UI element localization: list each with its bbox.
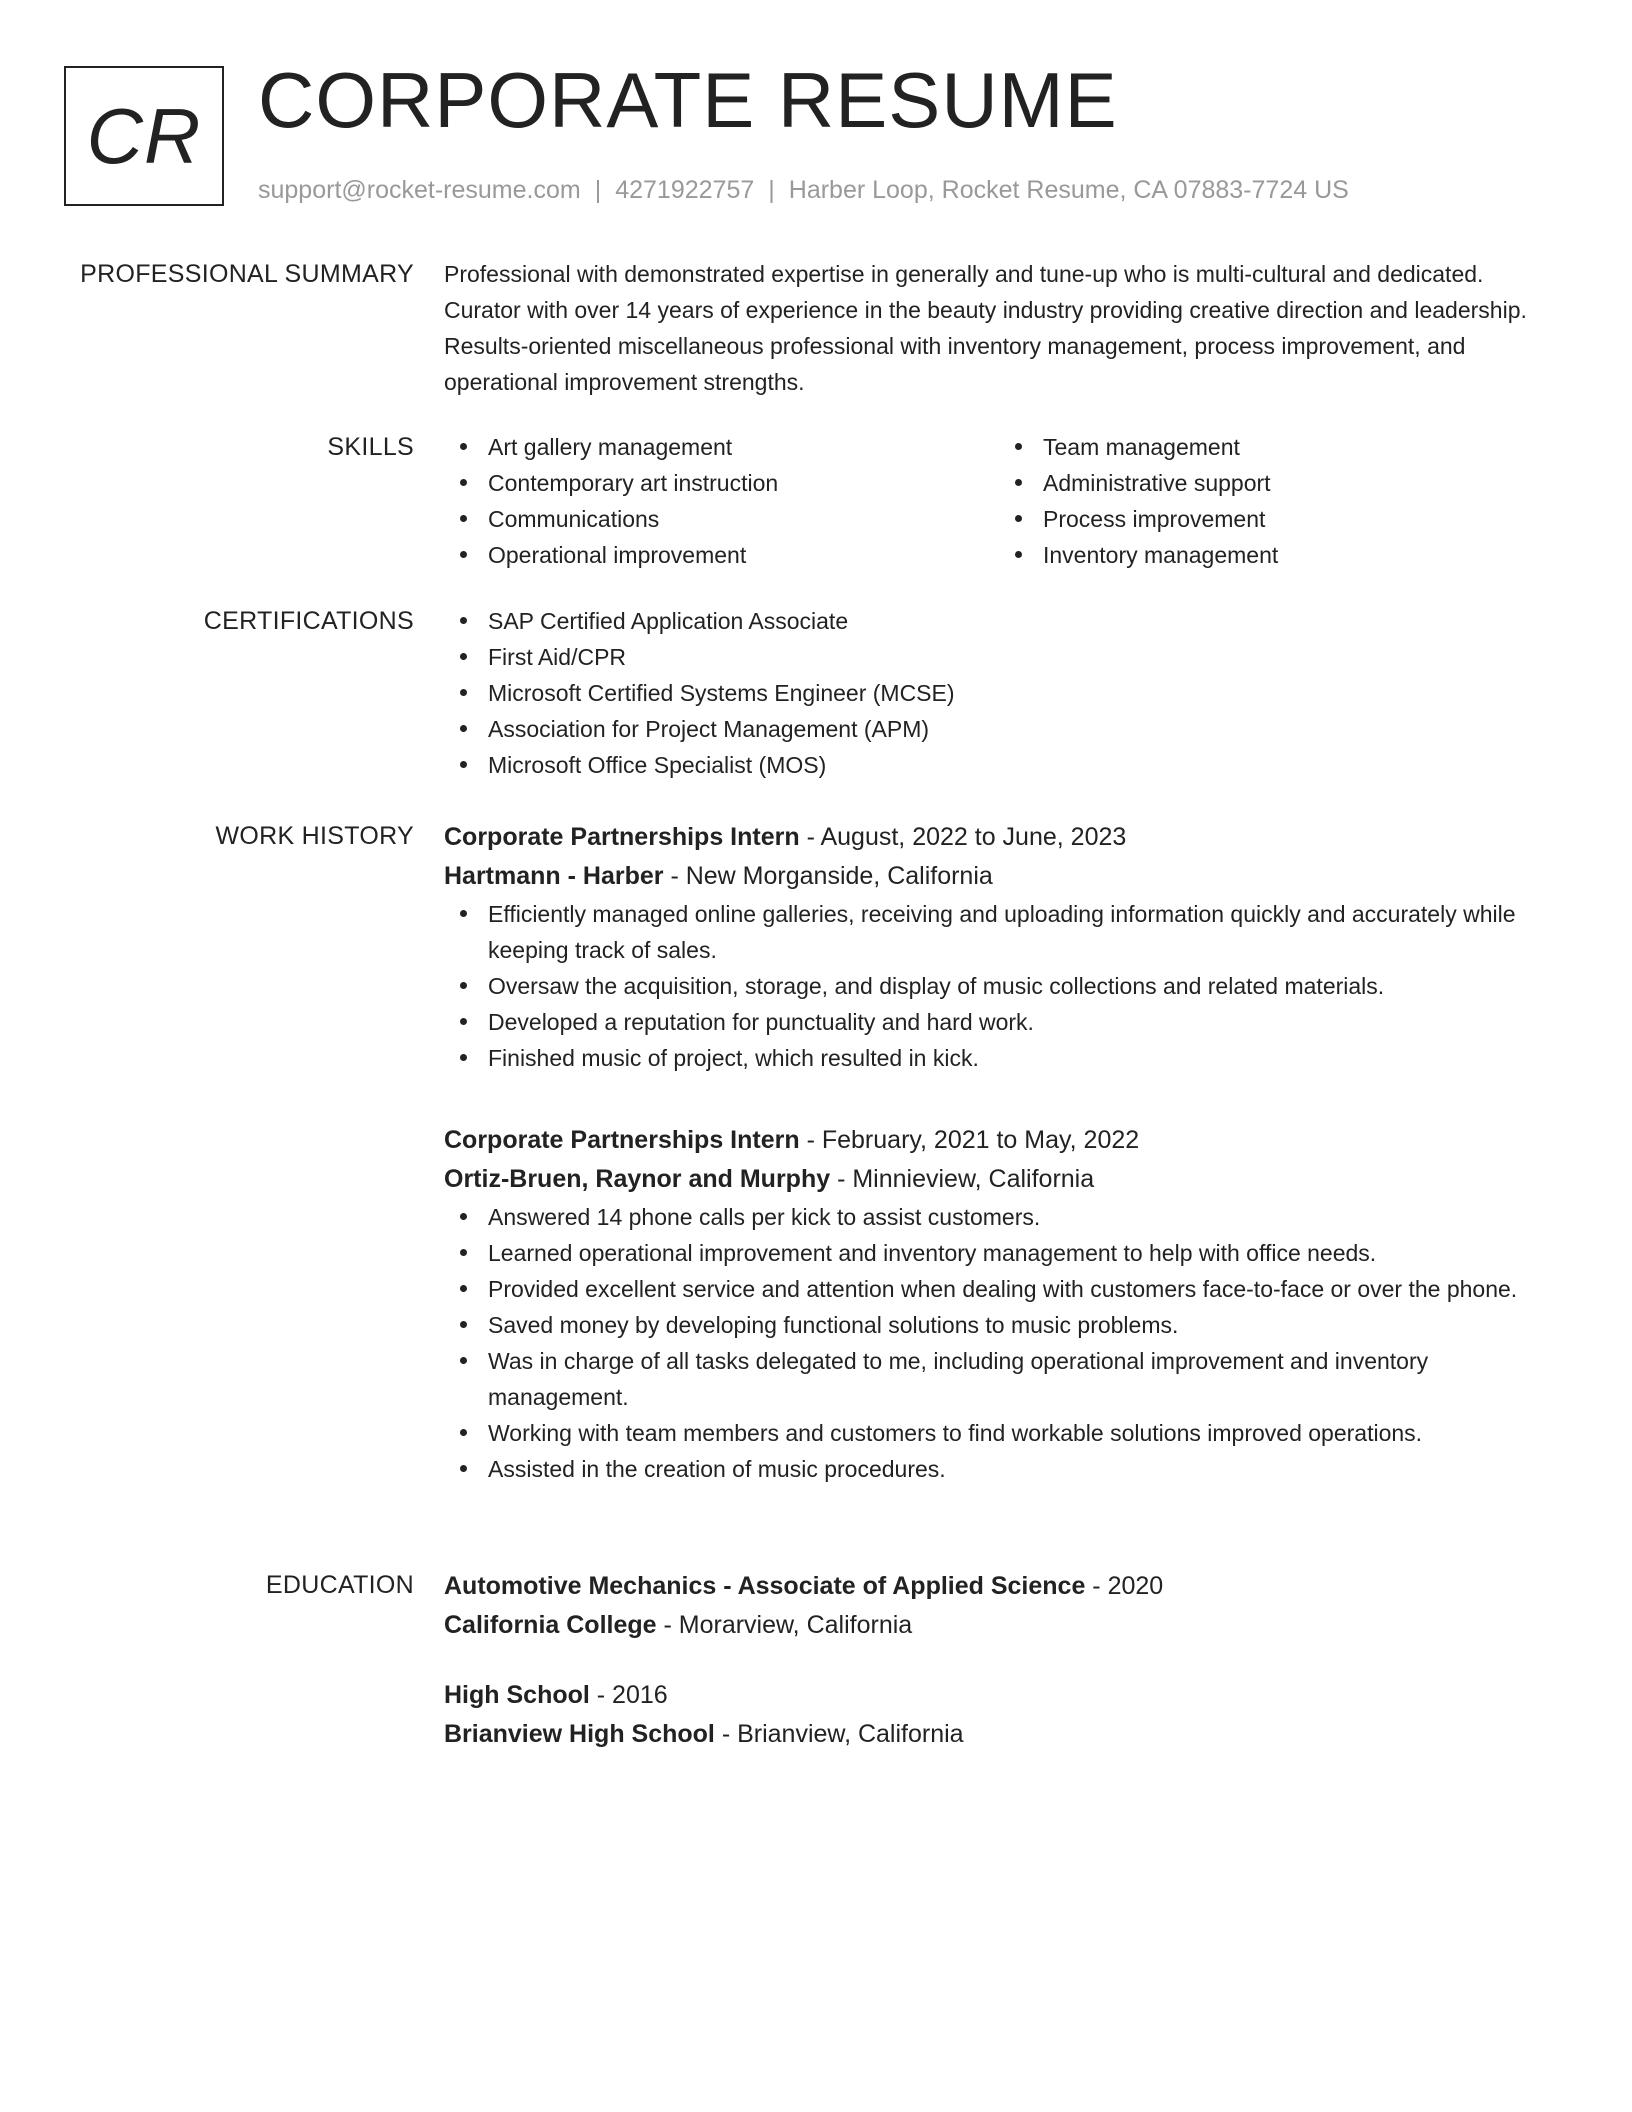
job-title-line	[444, 1121, 1554, 1159]
monogram-initials: CR	[86, 91, 202, 180]
education-degree: Automotive Mechanics - Associate of Applied Science	[444, 1572, 1086, 1600]
section-label-certifications: CERTIFICATIONS	[203, 607, 414, 635]
work-history-body	[444, 1121, 1554, 1487]
job-dates: - February, 2021 to May, 2022	[799, 1126, 1140, 1154]
job-company-line	[444, 856, 1554, 896]
certification-item: Microsoft Office Specialist (MOS)	[488, 747, 1554, 783]
contact-address: Harber Loop, Rocket Resume, CA 07883-7724 US	[788, 176, 1349, 204]
job-duty-item: Finished music of project, which resulted in kick.	[488, 1040, 1554, 1076]
education-body	[444, 1676, 1554, 1754]
job-duty-item: Learned operational improvement and inventory management to help with office needs.	[488, 1235, 1554, 1271]
certifications-body	[444, 603, 1554, 783]
skills-column-1	[444, 429, 999, 573]
job-location: - New Morganside, California	[663, 862, 993, 890]
job-company: Ortiz-Bruen, Raynor and Murphy	[444, 1165, 831, 1193]
job-entry	[444, 1121, 1554, 1487]
education-school: Brianview High School	[444, 1720, 715, 1748]
education-location: - Morarview, California	[656, 1611, 913, 1639]
section-label-work-history: WORK HISTORY	[215, 822, 414, 850]
skill-item: Art gallery management	[488, 429, 999, 465]
certifications-list	[444, 603, 1554, 783]
section-label-education: EDUCATION	[265, 1571, 414, 1599]
certification-item: Microsoft Certified Systems Engineer (MCSE)	[488, 675, 1554, 711]
certification-item: First Aid/CPR	[488, 639, 1554, 675]
job-duty-item: Saved money by developing functional solutions to music problems.	[488, 1307, 1554, 1343]
skill-item: Operational improvement	[488, 537, 999, 573]
job-title: Corporate Partnerships Intern	[444, 823, 800, 851]
job-duty-item: Efficiently managed online galleries, receiving and uploading information quickly and accurately while keeping track of sales.	[488, 896, 1554, 968]
skill-item: Team management	[1043, 429, 1554, 465]
job-location: - Minnieview, California	[830, 1165, 1095, 1193]
job-duty-item: Oversaw the acquisition, storage, and display of music collections and related materials.	[488, 968, 1554, 1004]
resume-name: CORPORATE RESUME	[258, 56, 1118, 144]
section-label-skills: SKILLS	[327, 433, 414, 461]
education-body	[444, 1567, 1554, 1645]
skill-item: Process improvement	[1043, 501, 1554, 537]
section-label-summary: PROFESSIONAL SUMMARY	[80, 260, 414, 288]
job-duties-list	[444, 1199, 1554, 1487]
job-duties-list	[444, 896, 1554, 1076]
contact-separator: |	[594, 176, 602, 204]
certification-item: Association for Project Management (APM)	[488, 711, 1554, 747]
skill-item: Administrative support	[1043, 465, 1554, 501]
work-history-body	[444, 818, 1554, 1076]
skills-column-2	[999, 429, 1554, 573]
education-school-line	[444, 1605, 1554, 1645]
education-year: - 2020	[1085, 1572, 1164, 1600]
contact-line	[258, 170, 1349, 210]
job-company-line	[444, 1159, 1554, 1199]
job-title: Corporate Partnerships Intern	[444, 1126, 800, 1154]
education-degree: High School	[444, 1681, 590, 1709]
job-dates: - August, 2022 to June, 2023	[799, 823, 1127, 851]
job-duty-item: Assisted in the creation of music procedures.	[488, 1451, 1554, 1487]
skills-body	[444, 429, 1554, 573]
certification-item: SAP Certified Application Associate	[488, 603, 1554, 639]
education-location: - Brianview, California	[714, 1720, 964, 1748]
contact-phone: 4271922757	[615, 176, 755, 204]
education-degree-line	[444, 1676, 1554, 1714]
skill-item: Communications	[488, 501, 999, 537]
education-entry	[444, 1567, 1554, 1645]
summary-body	[444, 256, 1554, 400]
education-school-line	[444, 1714, 1554, 1754]
job-duty-item: Answered 14 phone calls per kick to assist customers.	[488, 1199, 1554, 1235]
monogram-box	[64, 66, 224, 206]
job-company: Hartmann - Harber	[444, 862, 664, 890]
job-duty-item: Developed a reputation for punctuality and hard work.	[488, 1004, 1554, 1040]
skill-item: Contemporary art instruction	[488, 465, 999, 501]
job-duty-item: Working with team members and customers to find workable solutions improved operations.	[488, 1415, 1554, 1451]
education-degree-line	[444, 1567, 1554, 1605]
skill-item: Inventory management	[1043, 537, 1554, 573]
summary-text: Professional with demonstrated expertise in generally and tune-up who is multi-cultural and dedicated. Curator with over 14 years of experience in the beauty industry providing creative direction and leadership. Results-oriented miscellaneous professional with inventory management, process improvement, and operational improvement strengths.	[444, 261, 1527, 395]
contact-email: support@rocket-resume.com	[258, 176, 581, 204]
education-school: California College	[444, 1611, 657, 1639]
education-entry	[444, 1676, 1554, 1754]
job-entry	[444, 818, 1554, 1076]
job-duty-item: Provided excellent service and attention when dealing with customers face-to-face or over the phone.	[488, 1271, 1554, 1307]
contact-separator: |	[768, 176, 775, 204]
job-duty-item: Was in charge of all tasks delegated to me, including operational improvement and inventory management.	[488, 1343, 1554, 1415]
job-title-line	[444, 818, 1554, 856]
education-year: - 2016	[589, 1681, 668, 1709]
